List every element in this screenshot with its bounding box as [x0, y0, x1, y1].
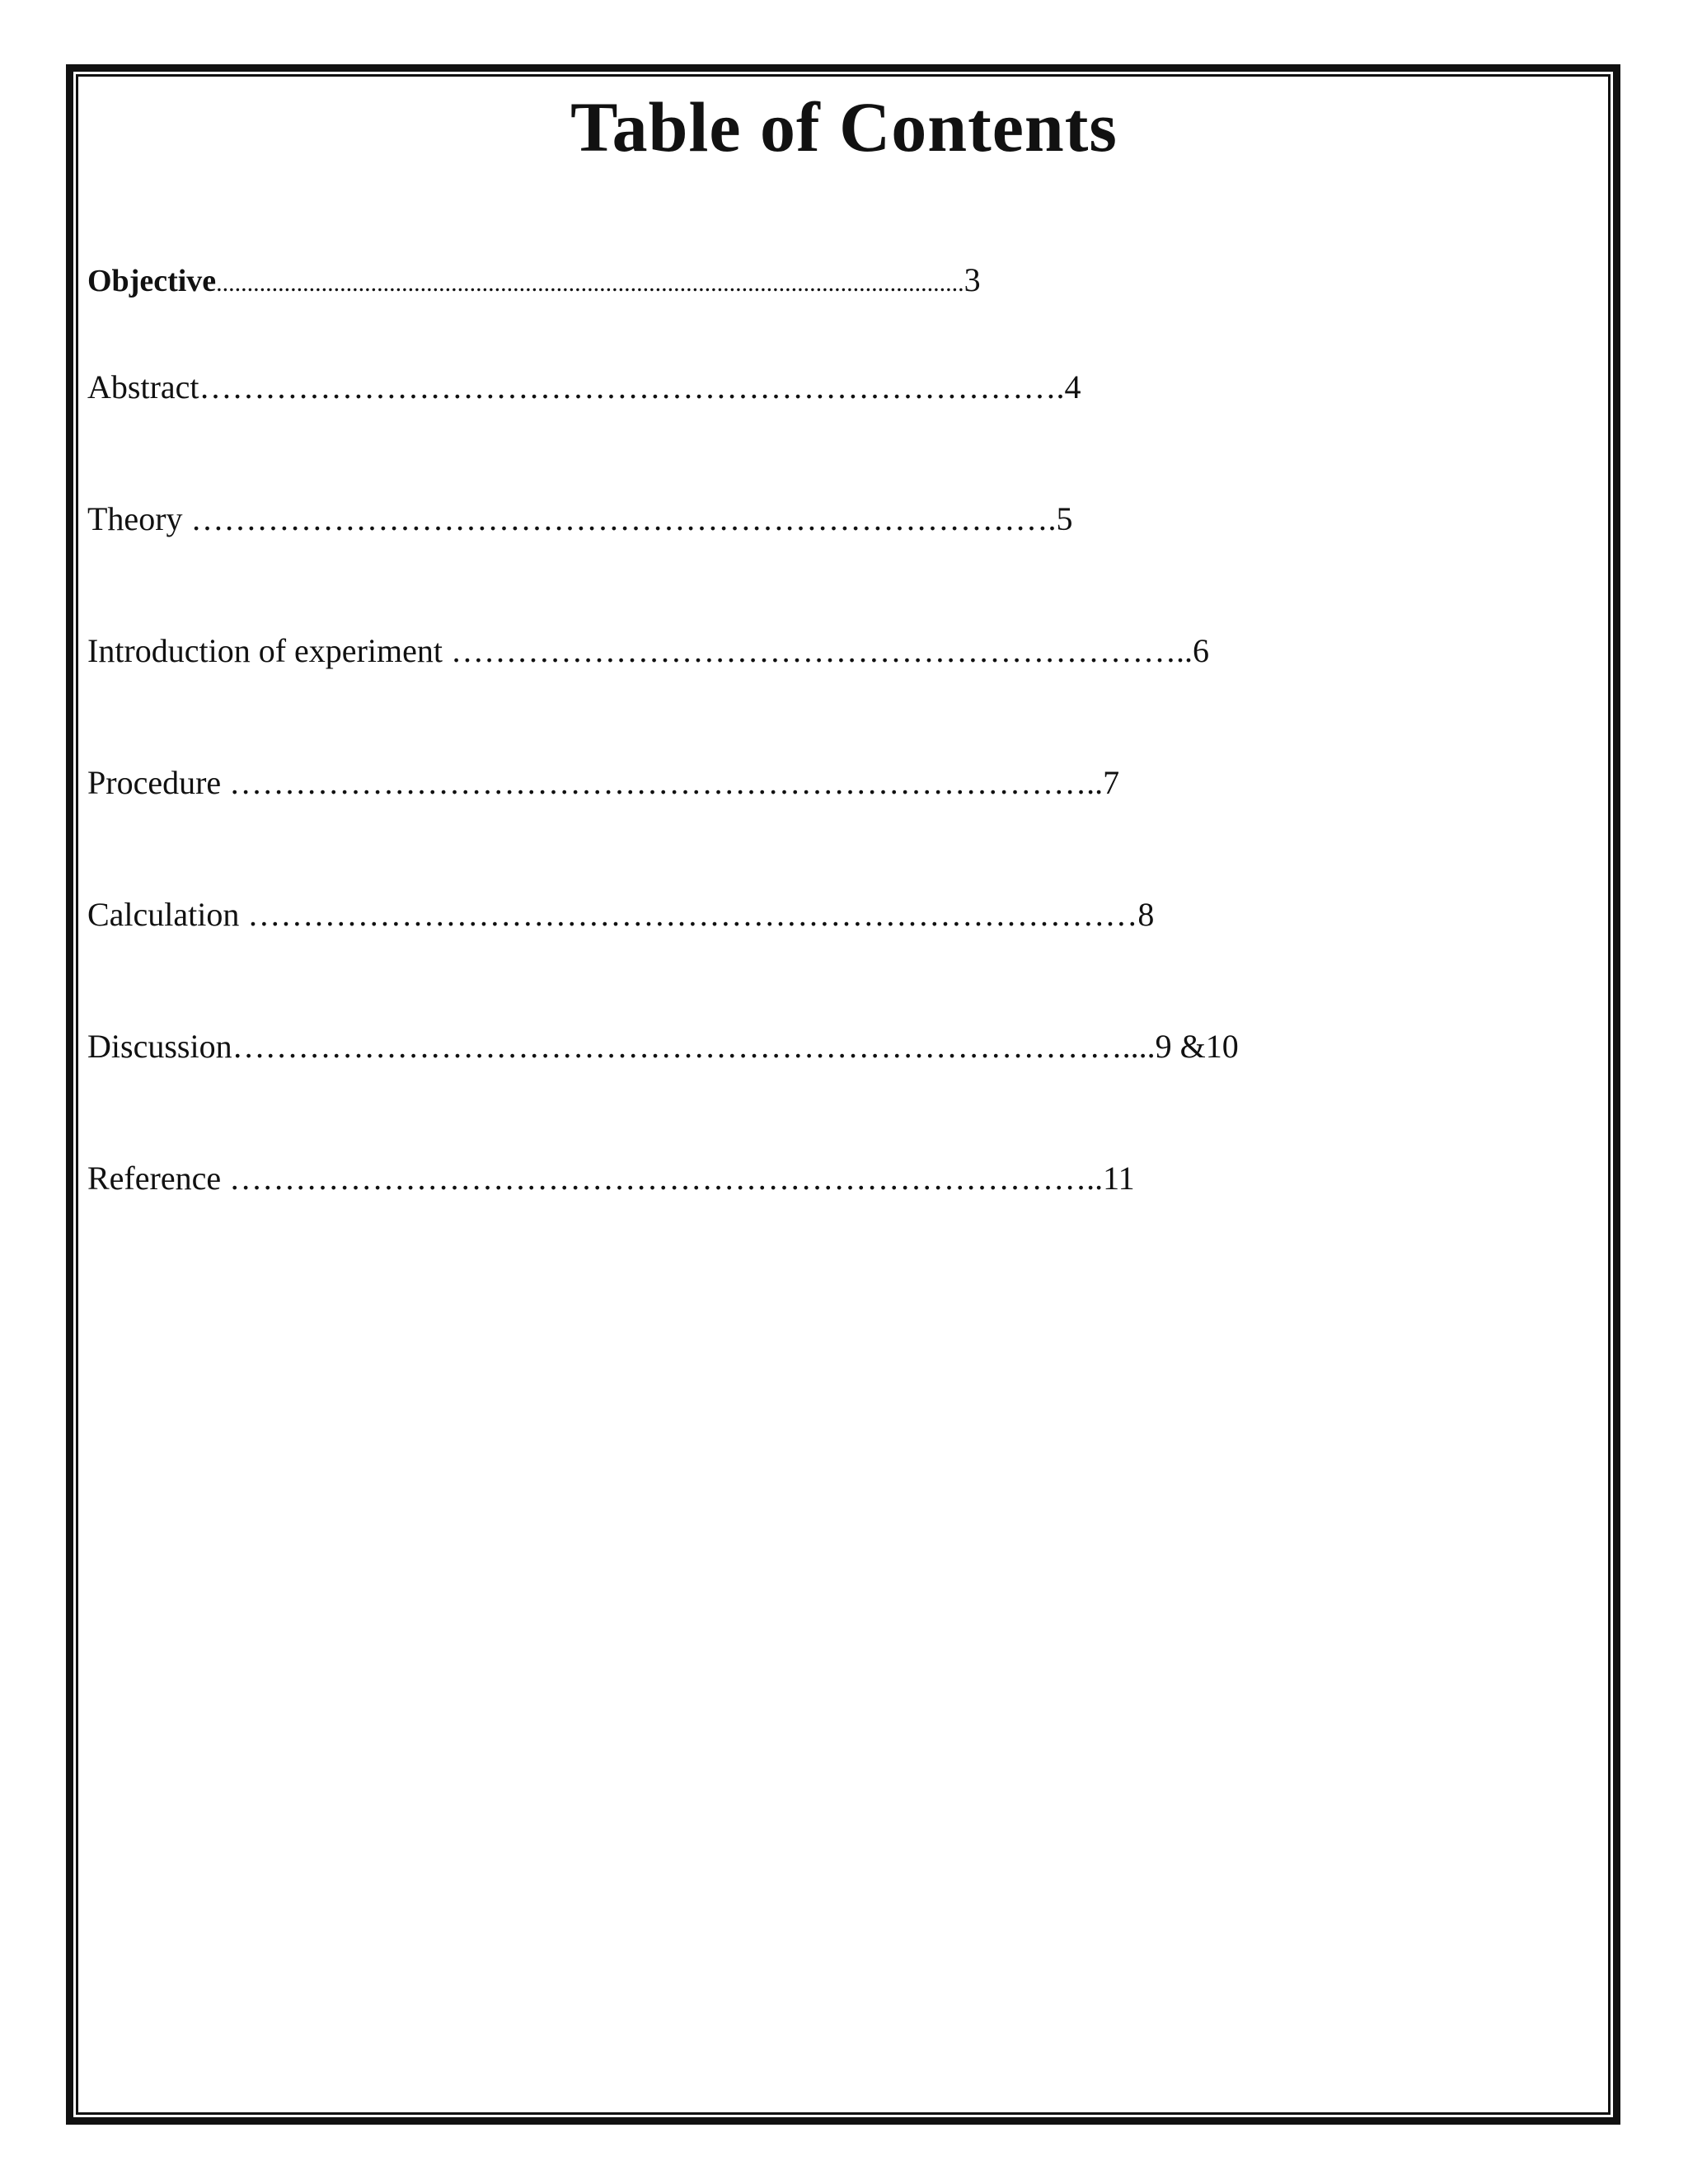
toc-entry-introduction[interactable] [87, 626, 1209, 676]
toc-entry-label: Calculation [87, 896, 240, 933]
page-title: Table of Contents [570, 87, 1118, 166]
toc-entry-label: Introduction of experiment [87, 632, 443, 669]
toc-page-number: 6 [1192, 632, 1209, 669]
toc-leader-dots: ……………………………………………………………………. [182, 500, 1057, 537]
toc-entry-reference[interactable] [87, 1154, 1135, 1203]
toc-page-number: 5 [1056, 500, 1073, 537]
toc-entry-abstract[interactable] [87, 363, 1081, 412]
toc-leader-dots: ……………………………………………………………………… [239, 896, 1138, 933]
toc-entry-label: Objective [87, 264, 217, 298]
toc-page-number: 11 [1103, 1160, 1135, 1197]
toc-page-number: 8 [1137, 896, 1155, 933]
toc-leader-dots: …………………………………………………………………….. [221, 1160, 1104, 1197]
toc-leader-dots: ……………………………………………………………………….... [232, 1028, 1156, 1065]
toc-page-number: 3 [964, 261, 981, 298]
toc-page-number: 9 &10 [1155, 1028, 1239, 1065]
toc-entry-discussion[interactable] [87, 1022, 1239, 1071]
toc-entry-label: Reference [87, 1160, 222, 1197]
toc-entry-procedure[interactable] [87, 758, 1119, 808]
toc-entry-objective[interactable] [87, 255, 981, 305]
toc-leader-dots: ………………………………………………………….. [442, 632, 1193, 669]
toc-entry-label: Abstract [87, 368, 199, 405]
toc-page-number: 4 [1064, 368, 1081, 405]
toc-entry-label: Theory [87, 500, 183, 537]
toc-entry-label: Discussion [87, 1028, 232, 1065]
toc-entry-label: Procedure [87, 764, 222, 801]
toc-entry-calculation[interactable] [87, 890, 1154, 940]
toc-page-number: 7 [1103, 764, 1120, 801]
toc-entry-theory[interactable] [87, 494, 1073, 544]
toc-leader-dots: ......................................................................................................................... [216, 269, 964, 297]
toc-leader-dots: …………………………………………………………………….. [221, 764, 1104, 801]
toc-leader-dots: ……………………………………………………………………. [199, 368, 1065, 405]
